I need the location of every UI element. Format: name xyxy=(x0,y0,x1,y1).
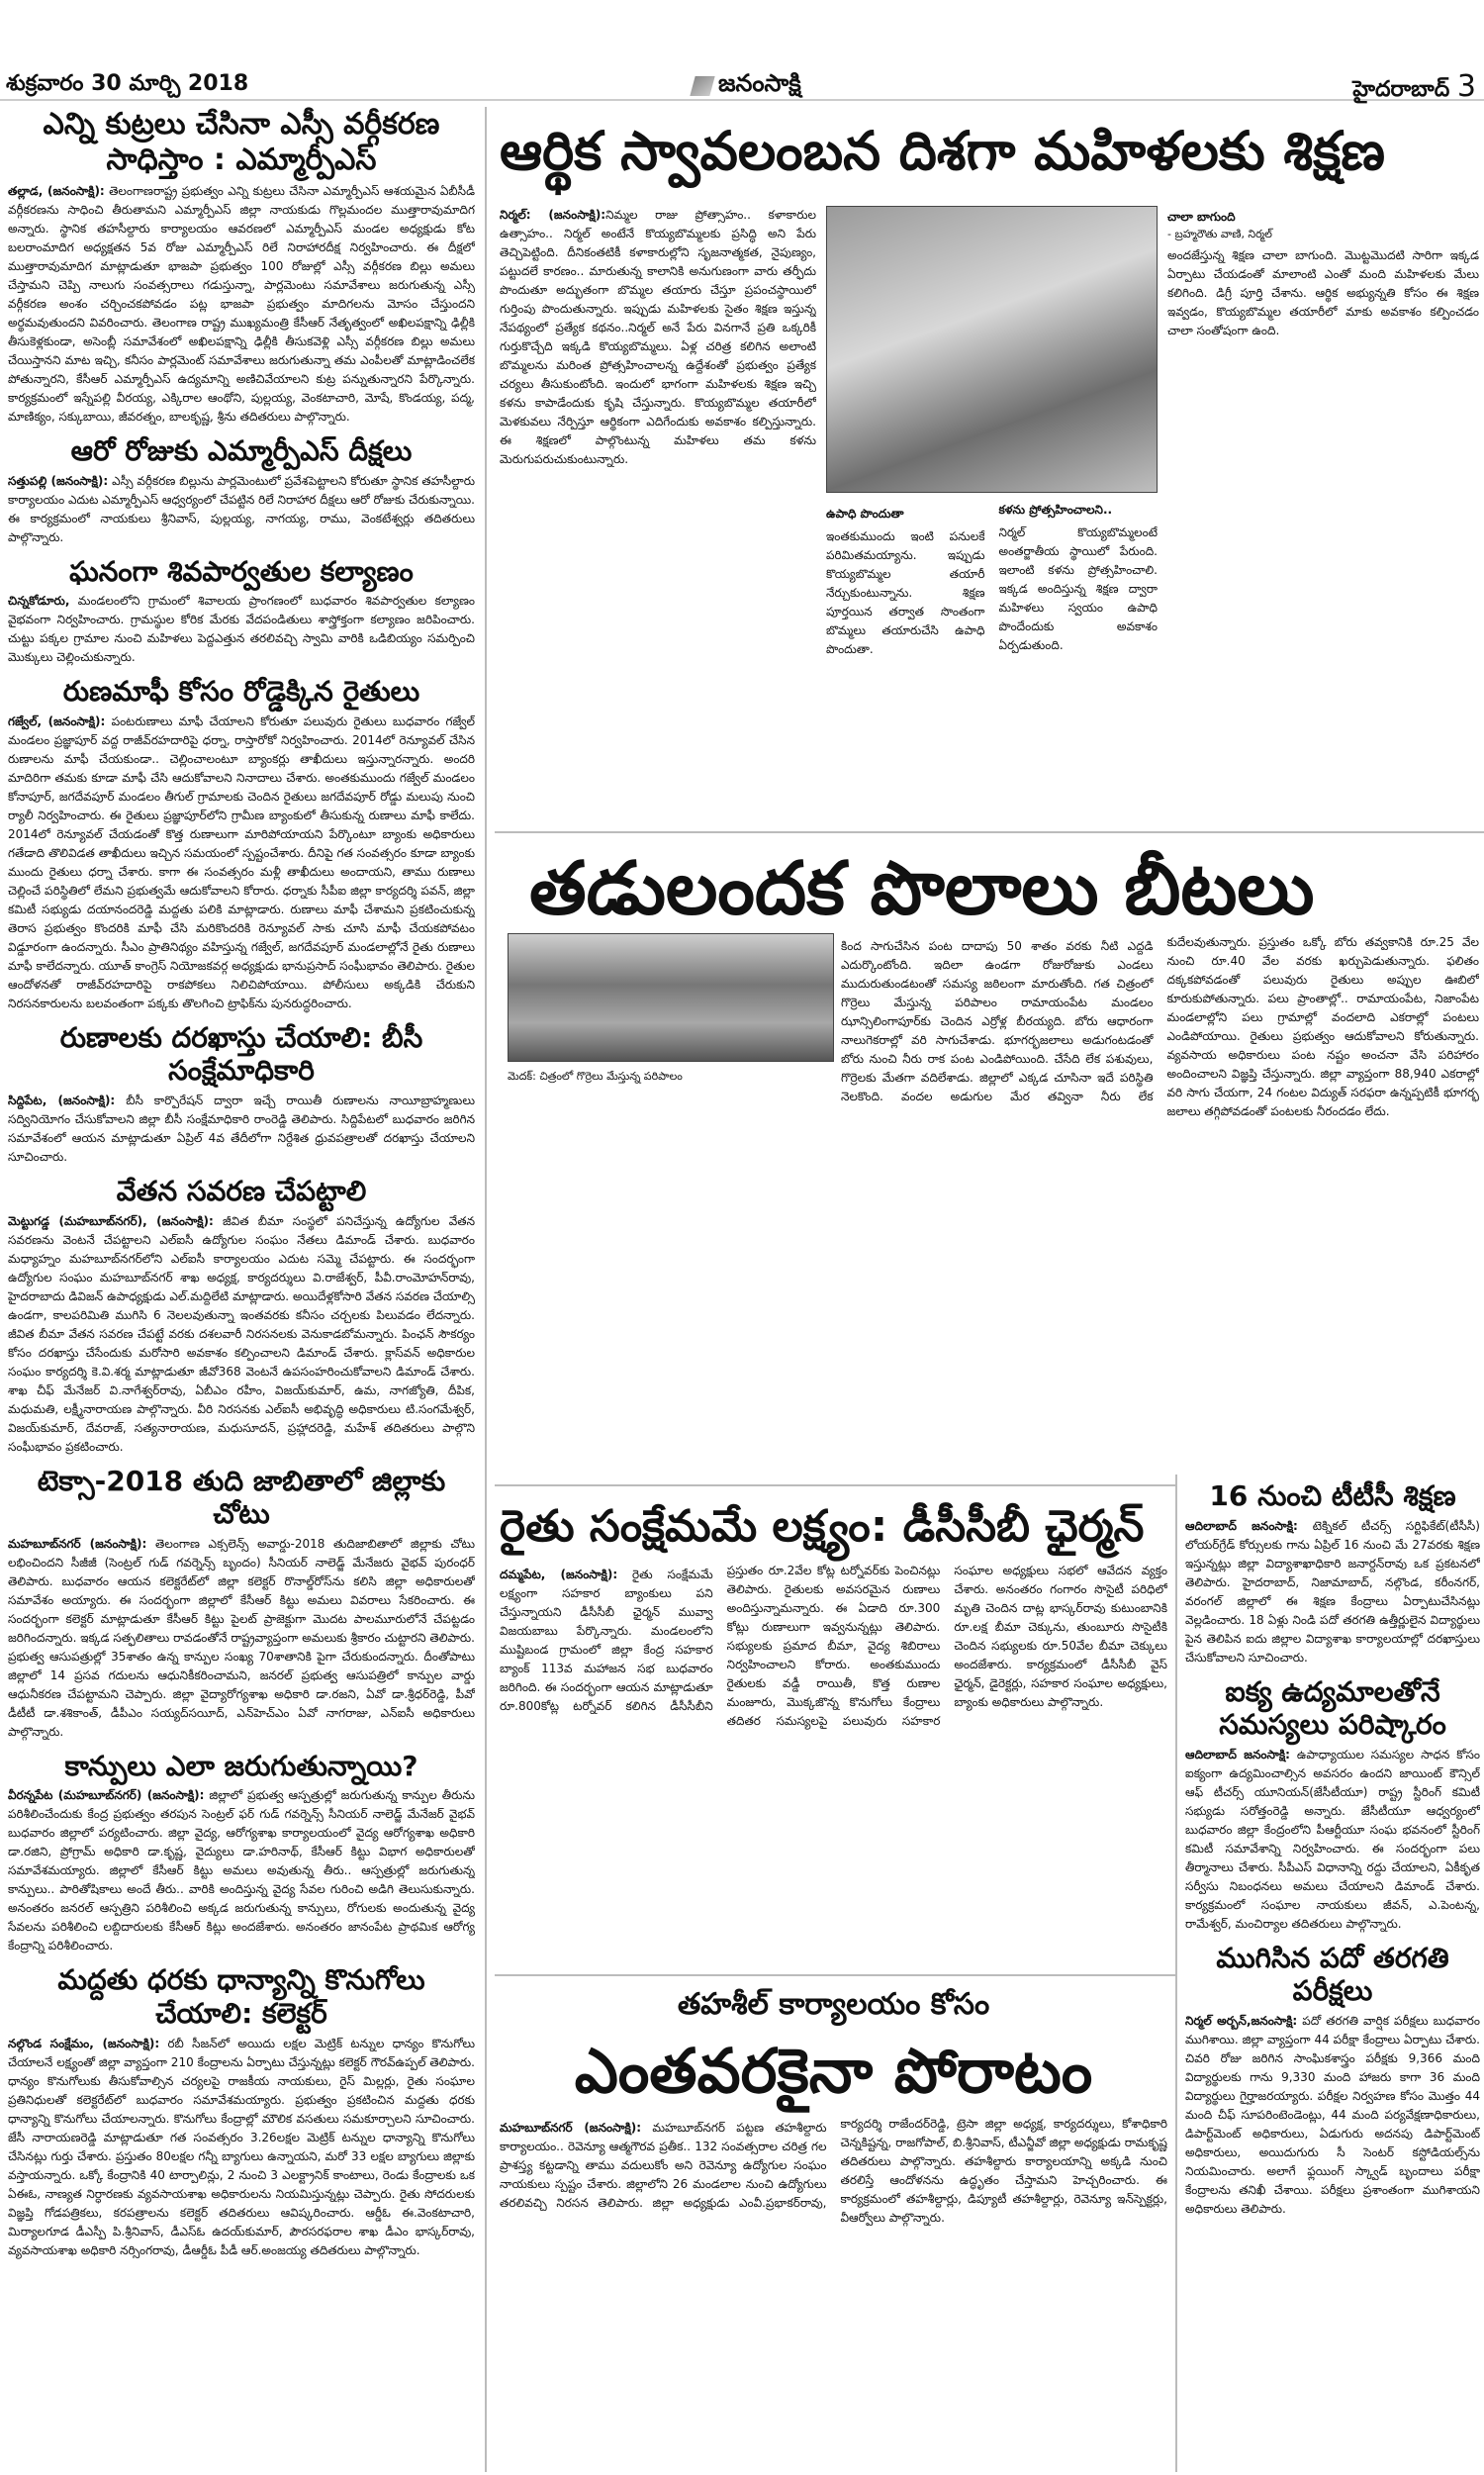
dateline: మెట్టుగడ్డ (మహబూబ్‌నగర్), (జనంసాక్షి): xyxy=(8,1213,214,1228)
article-text: రబీ సీజన్‌లో అయిదు లక్షల మెట్రిక్ టన్నుల ధాన్యం కొనుగోలు చేయాలనే లక్ష్యంతో జిల్లా వ్యాప్తంగా 210 కేంద్రాలను ఏర్పాటు చేస్తున్నట్లు కలెక్టర్ గౌరవ్‌ఉప్పల్ తెలిపారు. ధాన్యం కొనుగోలుకు తీసుకోవాల్సిన చర్యలపై రాజకీయ నాయకులు, రైస్ మిల్లర్లు, రైతు సంఘాల ప్రతినిధులతో కలెక్టరేట్‌లో బుధవారం సమావేశమయ్యారు. ప్రభుత్వం ప్రకటించిన మద్దతు ధరకు ధాన్యాన్ని కొనుగోలు చేయాలన్నారు. కొనుగోలు కేంద్రాల్లో మౌలిక వసతులు సమకూర్చాలని సూచించారు. జేసీ నారాయణరెడ్డి మాట్లాడుతూ గత సంవత్సరం 3.26లక్షల మెట్రిక్ టన్నుల ధాన్యాన్ని కొనుగోలు చేసినట్లు గుర్తు చేశారు. ప్రస్తుతం 80లక్షల గన్నీ బ్యాగులు ఉన్నాయని, మరో 33 లక్షల బ్యాగులు జిల్లాకు వస్తాయన్నారు. ఒక్కో కేంద్రానికి 40 టార్పాలిన్లు, 2 నుంచి 3 ఎలక్ట్రానిక్ కాంటాలు, రెండు కేంద్రాలకు ఒక ఏఈఓ, నాణ్యత నిర్ధారణకు వ్యవసాయశాఖ అధికారులను నియమిస్తున్నట్లు చెప్పారు. రైతు సోదరులకు విజ్ఞప్తి గోడపత్రికలు, కరపత్రాలను కలెక్టర్ తదితరులు ఆవిష్కరించారు. ఆర్డీఓ ఈ.వెంకటాచారి, మిర్యాలగూడ డీఎస్పీ పి.శ్రీనివాస్, డీఎస్ఓ ఉదయ్‌కుమార్, పౌరసరఫరాల శాఖ డీఎం భాస్కర్‌రావు, వ్యవసాయశాఖ అధికారి నర్సింగరావు, డీఆర్డీఓ పీడీ ఆర్.అంజయ్య తదితరులు పాల్గొన్నారు. xyxy=(8,2036,475,2257)
article xyxy=(8,1175,475,1457)
masthead xyxy=(693,69,801,103)
dateline: దమ్మపేట, (జనంసాక్షి): xyxy=(500,1568,618,1581)
dccb-story xyxy=(500,1492,1167,1969)
grazing-field-photo xyxy=(508,933,834,1062)
dccb-text xyxy=(500,1562,1167,1957)
article-text: కింద సాగుచేసిన పంట దాదాపు 50 శాతం వరకు నీటి ఎద్దడి ఎదుర్కొంటోంది. ఇదిలా ఉండగా రోజురోజుకు ఎండలు ముదురుతుండటంతో సమస్య జఠిలంగా మారుతోంది. గత చిత్రంలో గొర్రెలు మేస్తున్న పరిపాలం రామాయంపేట మండలం ఝాన్సిలింగాపూర్‌కు చెందిన ఎర్రోళ్ల బీరయ్యది. బోరు ఆధారంగా నాలుగెకరాల్లో వరి సాగుచేశాడు. భూగర్భజలాలు అడుగంటడంతో బోరు నుంచి నీరు రాక పంట ఎండిపోయింది. చేసేది లేక పశువులు, గొర్రెలకు మేతగా వదిలేశాడు. జిల్లాలో ఎక్కడ చూసినా ఇదే పరిస్థితి నెలకొంది. వందల అడుగుల మేర తవ్వినా నీరు లేక కుదేలవుతున్నారు. ప్రస్తుతం ఒక్కో బోరు తవ్వకానికి రూ.25 వేల నుంచి రూ.40 వేల వరకు ఖర్చుపెడుతున్నారు. ఫలితం దక్కకపోవడంతో పలువురు రైతులు అప్పుల ఊబిలో కూరుకుపోతున్నారు. పలు ప్రాంతాల్లో.. రామాయంపేట, నిజాంపేట మండలాల్లోని పలు గ్రామాల్లో వందలాది ఎకరాల్లో పంటలు ఎండిపోయాయి. రైతులు ప్రభుత్వం ఆదుకోవాలని కోరుతున్నారు. వ్యవసాయ అధికారులు పంట నష్టం అంచనా వేసి పరిహారం అందించాలని విజ్ఞప్తి చేస్తున్నారు. జిల్లా వ్యాప్తంగా 88,940 ఎకరాల్లో వరి సాగు చేయగా, 24 గంటల విద్యుత్ సరఫరా ఉన్నప్పటికీ భూగర్భ జలాలు తగ్గిపోవడంతో పంటలకు నీరందడం లేదు. xyxy=(841,935,1479,1118)
column-divider xyxy=(1175,1475,1177,2472)
top-story-headline: ఆర్థిక స్వావలంబన దిశగా మహిళలకు శిక్షణ xyxy=(500,120,1385,182)
article-headline: వేతన సవరణ చేపట్టాలి xyxy=(116,1174,367,1207)
dateline: గజ్వేల్, (జనంసాక్షి): xyxy=(8,714,106,728)
top-story-col-1 xyxy=(500,202,816,825)
article-body xyxy=(1185,2012,1480,2219)
top-story-col-2 xyxy=(826,503,1158,825)
page-header xyxy=(0,65,1484,104)
left-column xyxy=(8,107,475,2472)
article-text: నిమ్మల రాజు ప్రోత్సాహం.. కళాకారుల ఉత్సాహం.. నిర్మల్ అంటేనే కొయ్యబొమ్మలకు ప్రసిద్ధి అని పేరు తెచ్చిపెట్టింది. దీనికంతటికీ కళాకారుల్లోని సృజనాత్మకత, నైపుణ్యం, పట్టుదలే కారణం.. మారుతున్న కాలానికి అనుగుణంగా వారు తర్ఫీదు పొందుతూ అద్భుతంగా బొమ్మల తయారు చేస్తూ ప్రపంచస్థాయిలో గుర్తింపు పొందుతున్నారు. ఇప్పుడు మహిళలకు సైతం శిక్షణ ఇస్తున్న నేపథ్యంలో ప్రత్యేక కథనం..నిర్మల్ అనే పేరు వినగానే ప్రతి ఒక్కరికీ గుర్తుకొచ్చేది ఇక్కడి కొయ్యబొమ్మలు. ఏళ్ల చరిత్ర కలిగిన అలాంటి బొమ్మలను మరింత ప్రోత్సహించాలన్న ఉద్దేశంతో ప్రభుత్వం ప్రత్యేక చర్యలు తీసుకుంటోంది. ఇందులో భాగంగా మహిళలకు శిక్షణ ఇచ్చి కళను కాపాడేందుకు కృషి చేస్తున్నారు. కొయ్యబొమ్మల తయారీలో మెళకువలు నేర్పిస్తూ ఆర్థికంగా ఎదిగేందుకు అవకాశం కల్పిస్తున్నారు. ఈ శిక్షణలో పాల్గొంటున్న మహిళలు తమ కళను మెరుగుపరుచుకుంటున్నారు. xyxy=(500,208,816,466)
section-divider xyxy=(495,831,1484,833)
dccb-headline: రైతు సంక్షేమమే లక్ష్యం: డీసీసీబీ ఛైర్మన్ xyxy=(500,1501,1145,1552)
dateline: నల్గొండ సంక్షేమం, (జనంసాక్షి): xyxy=(8,2036,160,2050)
article xyxy=(8,434,475,547)
article-text: జిల్లాలో ప్రభుత్వ ఆస్పత్రుల్లో జరుగుతున్న కాన్పుల తీరును పరిశీలించేందుకు కేంద్ర ప్రభుత్వం తరపున సెంట్రల్ ఫర్ గుడ్ గవర్నెన్స్ సీనియర్ నాలెడ్జ్ మేనేజర్ వైభవ్ బుధవారం జిల్లాలో పర్యటించారు. జిల్లా వైద్య, ఆరోగ్యశాఖ కార్యాలయంలో వైద్య ఆరోగ్యశాఖ అధికారి డా.రజిని, ప్రోగ్రామ్ అధికారి డా.కృష్ణ, వైద్యులు డా.హరినాథ్, కేసీఆర్ కిట్టు విభాగ అధికారులతో సమావేశమయ్యారు. జిల్లాలో కేసీఆర్ కిట్టు అమలు అవుతున్న తీరు.. ఆస్పత్రుల్లో జరుగుతున్న కాన్పులు.. పారితోషికాలు అందే తీరు.. వారికి అందిస్తున్న వైద్య సేవల గురించి అడిగి తెలుసుకున్నారు. అనంతరం జనరల్ ఆస్పత్రిని పరిశీలించి అక్కడ జరుగుతున్న కాన్పులు, రోగులకు అందుతున్న వైద్య సేవలను పరిశీలించి లబ్దిదారులకు కేసీఆర్ కిట్లు అందజేశారు. అనంతరం జానంపేట ప్రాథమిక ఆరోగ్య కేంద్రాన్ని పరిశీలించారు. xyxy=(8,1788,475,1953)
article-text: ఉపాధ్యాయుల సమస్యల సాధన కోసం ఐక్యంగా ఉద్యమించాల్సిన అవసరం ఉందని జాయింట్ కౌన్సిల్ ఆఫ్ టీచర్స్ యూనియన్(జేసీటీయూ) రాష్ట్ర స్టీరింగ్ కమిటీ సభ్యుడు సరోత్తంరెడ్డి అన్నారు. జేసీటీయూ ఆధ్వర్యంలో బుధవారం జిల్లా కేంద్రంలోని పీఆర్టీయూ సంఘ భవనంలో స్టీరింగ్ కమిటీ సమావేశాన్ని నిర్వహించారు. ఈ సందర్భంగా పలు తీర్మానాలు చేశారు. సీపీఎస్ విధానాన్ని రద్దు చేయాలని, ఏకీకృత సర్వీసు నిబంధనలు అమలు చేయాలని డిమాండ్ చేశారు. కార్యక్రమంలో సంఘాల నాయకులు జీవన్, ఎ.పెంటన్న, రామేశ్వర్, మంచిర్యాల తదితరులు పాల్గొన్నారు. xyxy=(1185,1747,1480,1931)
article-text: రైతు సంక్షేమమే లక్ష్యంగా సహకార బ్యాంకులు పని చేస్తున్నాయని డీసీసీబీ ఛైర్మన్ మువ్వా విజయబాబు పేర్కొన్నారు. మండలంలోని ముష్టిబండ గ్రామంలో జిల్లా కేంద్ర సహకార బ్యాంక్ 113వ మహాజన సభ బుధవారం జరిగింది. ఈ సందర్భంగా ఆయన మాట్లాడుతూ రూ.800కోట్ల టర్నోవర్ కలిగిన డీసీసీబీని ప్రస్తుతం రూ.2వేల కోట్ల టర్నోవర్‌కు పెంచినట్లు తెలిపారు. రైతులకు అవసరమైన రుణాలు అందిస్తున్నామన్నారు. ఈ ఏడాది రూ.300 కోట్లు రుణాలుగా ఇవ్వనున్నట్లు తెలిపారు. సభ్యులకు ప్రమాద బీమా, వైద్య శిబిరాలు నిర్వహించాలని కోరారు. అంతకుముందు రైతులకు వడ్డీ రాయితీ, కొత్త రుణాల మంజూరు, మొక్కజొన్న కొనుగోలు కేంద్రాలు తదితర సమస్యలపై పలువురు సహకార సంఘాల అధ్యక్షులు సభలో ఆవేదన వ్యక్తం చేశారు. అనంతరం గంగారం సొసైటీ పరిధిలో మృతి చెందిన దాట్ల భాస్కర్‌రావు కుటుంబానికి రూ.లక్ష బీమా చెక్కును, తుంబూరు సొసైటీకి చెందిన సభ్యులకు రూ.50వేల బీమా చెక్కులు అందజేశారు. కార్యక్రమంలో డీసీసీబీ వైస్ ఛైర్మన్, డైరెక్టర్లు, సహకార సంఘాల అధ్యక్షులు, బ్యాంకు అధికారులు పాల్గొన్నారు. xyxy=(500,1564,1167,1728)
article-headline: ఐక్య ఉద్యమాలతోనే సమస్యలు పరిష్కారం xyxy=(1219,1674,1446,1742)
article xyxy=(1185,1675,1480,1934)
article-text: పదో తరగతి వార్షిక పరీక్షలు బుధవారం ముగిశాయి. జిల్లా వ్యాప్తంగా 44 పరీక్షా కేంద్రాలు ఏర్పాటు చేశారు. చివరి రోజు జరిగిన సాంఘికశాస్త్రం పరీక్షకు 9,366 మంది విద్యార్థులకు గాను 9,330 మంది హాజరు కాగా 36 మంది విద్యార్థులు గైర్హాజరయ్యారు. పరీక్షల నిర్వహణ కోసం మొత్తం 44 మంది చీఫ్ సూపరింటెండెంట్లు, 44 మంది పర్యవేక్షణాధికారులు, డిపార్ట్‌మెంట్ అధికారులు, ఏడుగురు అదనపు డిపార్ట్‌మెంట్ అధికారులు, అయిదుగురు సీ సెంటర్ కస్టోడియల్స్‌ను నియమించారు. అలాగే ఫ్లయింగ్ స్క్వాడ్ బృందాలు పరీక్షా కేంద్రాలను తనిఖీ చేశాయి. పరీక్షలు ప్రశాంతంగా ముగిశాయని అధికారులు తెలిపారు. xyxy=(1185,2013,1480,2216)
article-body xyxy=(8,1535,475,1742)
article xyxy=(8,675,475,1013)
quote-title: చాలా బాగుంది xyxy=(1167,210,1236,224)
drought-headline: తడులందక పొలాలు బీటలు xyxy=(529,846,1315,931)
article-body xyxy=(8,1212,475,1457)
article-text: బీసీ కార్పొరేషన్ ద్వారా ఇచ్చే రాయితీ రుణాలను నాయీబ్రాహ్మణులు సద్వినియోగం చేసుకోవాలని జిల్లా బీసీ సంక్షేమాధికారి రాంరెడ్డి తెలిపారు. సిద్దిపేటలో బుధవారం జరిగిన సమావేశంలో ఆయన మాట్లాడుతూ ఏప్రిల్ 4వ తేదీలోగా నిర్దేశిత ధ్రువపత్రాలతో దరఖాస్తు చేయాలని సూచించారు. xyxy=(8,1093,475,1164)
tahsil-headline: ఎంతవరకైనా పోరాటం xyxy=(574,2035,1093,2107)
article-body xyxy=(8,1786,475,1955)
article-headline: రుణమాఫీ కోసం రోడ్డెక్కిన రైతులు xyxy=(62,675,420,709)
article-text: నిర్మల్ కొయ్యబొమ్మలంటే అంతర్జాతీయ స్థాయిలో పేరుంది. ఇలాంటి కళను ప్రోత్సహించాలి. ఇక్కడ అందిస్తున్న శిక్షణ ద్వారా మహిళలు స్వయం ఉపాధి పొందేందుకు అవకాశం ఏర్పడుతుంది. xyxy=(998,525,1158,652)
article-body xyxy=(8,472,475,547)
article-headline: టెక్సా-2018 తుది జాబితాలో జిల్లాకు చోటు xyxy=(37,1464,446,1531)
photo-caption: మెదక్: చిత్రంలో గొర్రెలు మేస్తున్న పరిపాలం xyxy=(508,1070,683,1083)
dateline: తల్లాడ, (జనంసాక్షి): xyxy=(8,184,105,198)
article-text: మండలంలోని గ్రామంలో శివాలయ ప్రాంగణంలో బుధవారం శివపార్వతుల కల్యాణం వైభవంగా నిర్వహించారు. గ్రామస్థుల కోరిక మేరకు వేదపండితులు శాస్త్రోక్తంగా కల్యాణం జరిపించారు. చుట్టు పక్కల గ్రామాల నుంచి మహిళలు పెద్దఎత్తున తరలివచ్చి స్వామి వారికి ఒడిబియ్యం సమర్పించి మొక్కులు చెల్లించుకున్నారు. xyxy=(8,594,475,665)
subheading: ఉపాధి పొందుతా xyxy=(826,507,904,521)
article-headline: ఆరో రోజుకు ఎమ్మార్పీఎస్ దీక్షలు xyxy=(70,434,413,467)
article-body xyxy=(500,2115,1167,2228)
article-text: ఎస్సీ వర్గీకరణ బిల్లును పార్లమెంటులో ప్రవేశపెట్టాలని కోరుతూ స్థానిక తహసీల్దారు కార్యాలయం ఎదుట ఎమ్మార్పీఎస్ ఆధ్వర్యంలో చేపట్టిన రిలే నిరాహార దీక్షలు ఆరో రోజుకు చేరుకున్నాయి. ఈ కార్యక్రమంలో నాయకులు శ్రీనివాస్, పుల్లయ్య, నాగయ్య, రాము, వెంకటేశ్వర్లు తదితరులు పాల్గొన్నారు. xyxy=(8,473,475,544)
article-body xyxy=(8,2035,475,2260)
quote-body: అందజేస్తున్న శిక్షణ చాలా బాగుంది. మొట్టమొదటి సారిగా ఇక్కడ ఏర్పాటు చేయడంతో మాలాంటి ఎంతో మంది మహిళలకు మేలు కలిగింది. డిగ్రీ పూర్తి చేశాను. ఆర్థిక అభ్యున్నతి కోసం ఈ శిక్షణ ఇవ్వడం, కొయ్యబొమ్మల తయారీలో మాకు అవకాశం కల్పించడం చాలా సంతోషంగా ఉంది. xyxy=(1167,248,1479,337)
dateline: నిర్మల్: (జనంసాక్షి): xyxy=(500,208,606,222)
dateline: ఆదిలాబాద్ జనంసాక్షి: xyxy=(1185,1518,1298,1533)
dateline: నిర్మల్ అర్బన్,జనంసాక్షి: xyxy=(1185,2013,1298,2028)
quote-attribution: - బ్రహ్మరౌతు వాణి, నిర్మల్ xyxy=(1167,228,1272,240)
article xyxy=(8,555,475,668)
article-text: జీవిత బీమా సంస్థలో పనిచేస్తున్న ఉద్యోగుల వేతన సవరణను వెంటనే చేపట్టాలని ఎల్ఐసీ ఉద్యోగుల సంఘం నేతలు డిమాండ్ చేశారు. బుధవారం మధ్యాహ్నం మహబూబ్‌నగర్‌లోని ఎల్ఐసీ కార్యాలయం ఎదుట సమ్మె చేపట్టారు. ఈ సందర్భంగా ఉద్యోగుల సంఘం మహబూబ్‌నగర్ శాఖ అధ్యక్ష, కార్యదర్శులు వి.రాజేశ్వర్, పీవీ.రాంమోహన్‌రావు, హైదరాబాదు డివిజన్ ఉపాధ్యక్షుడు ఎల్.మద్దిలేటి మాట్లాడారు. అయిదేళ్లకోసారి వేతన సవరణ చేయాల్సి ఉండగా, కాలపరిమితి ముగిసి 6 నెలలవుతున్నా ఇంతవరకు కనీసం చర్చలకు పిలువడం లేదన్నారు. జీవిత బీమా వేతన సవరణ చేపట్టే వరకు దశలవారీ నిరసనలకు వెనుకాడబోమన్నారు. పింఛన్ సౌకర్యం కోసం దరఖాస్తు చేసేందుకు మరోసారి అవకాశం కల్పించాలని డిమాండ్ చేశారు. క్లాస్‌వన్ అధికారుల సంఘం కార్యదర్శి కె.వి.శర్మ మాట్లాడుతూ జీవో368 వెంటనే ఉపసంహరించుకోవాలని డిమాండ్ చేశారు. శాఖ చీఫ్ మేనేజర్ వి.నాగేశ్వర్‌రావు, ఏబీఎం రహీం, విజయ్‌కుమార్, ఉమ, నాగజ్యోతి, దీపిక, మధుమతి, లక్ష్మీనారాయణ పాల్గొన్నారు. వీరి నిరసనకు ఎల్ఐసీ అభివృద్ధి అధికారులు టి.సంగమేశ్వర్, విజయ్‌కుమార్, దేవరాజ్, సత్యనారాయణ, మధుసూదన్, ప్రహ్లాదరెడ్డి, మహేశ్ తదితరులు పాల్గొని సంఘీభావం ప్రకటించారు. xyxy=(8,1213,475,1454)
dateline: సత్తుపల్లి (జనంసాక్షి): xyxy=(8,473,109,488)
dateline: మహబూబ్‌నగర్ (జనంసాక్షి): xyxy=(8,1536,147,1551)
dateline: ఆదిలాబాద్ జనంసాక్షి: xyxy=(1185,1747,1290,1761)
article-body xyxy=(8,592,475,667)
tahsil-text xyxy=(500,2115,1167,2461)
section-divider xyxy=(495,1974,1177,1976)
article-body xyxy=(500,206,816,469)
article-headline: ముగిసిన పదో తరగతి పరీక్షలు xyxy=(1216,1941,1449,2008)
article-body xyxy=(500,1562,1167,1731)
article xyxy=(8,107,475,427)
edition-city: హైదరాబాద్ xyxy=(1352,77,1450,102)
article-text: ఇంతకుముందు ఇంటి పనులకే పరిమితమయ్యాను. ఇప్పుడు కొయ్యబొమ్మల తయారీ నేర్చుకుంటున్నాను. శిక్షణ పూర్తయిన తర్వాత సొంతంగా బొమ్మలు తయారుచేసి ఉపాధి పొందుతా. xyxy=(826,529,985,656)
article-headline: కాన్పులు ఎలా జరుగుతున్నాయి? xyxy=(64,1749,418,1782)
article-body xyxy=(1185,1746,1480,1934)
article-text: తెలంగాణ ఎక్సలెన్స్ అవార్డు-2018 తుదిజాబితాలో జిల్లాకు చోటు లభించిందని సీజీజీ (సెంట్రల్ గుడ్ గవర్నెన్స్ బృందం) సీనియర్ నాలెడ్జ్ మేనేజరు వైభవ్ పురంధర్ తెలిపారు. బుధవారం ఆయన కలెక్టరేట్‌లో జిల్లా కలెక్టర్ రొనాల్డ్‌రోస్‌ను కలిసి జిల్లా అధికారులతో సమావేశం అయ్యారు. ఈ సందర్భంగా జిల్లాలో కేసీఆర్ కిట్టు అమలు వివరాలు సేకరించారు. ఈ సందర్భంగా కలెక్టర్ మాట్లాడుతూ కేసీఆర్ కిట్టు పైలట్ ప్రాజెక్టుగా మొదట పాలమూరులోనే చేపట్టడం జరిగిందన్నారు. ఇక్కడ సత్ఫలితాలు రావడంతోనే రాష్ట్రవ్యాప్తంగా అమలుకు శ్రీకారం చుట్టారని తెలిపారు. ప్రభుత్వ ఆసుపత్రుల్లో 35శాతం ఉన్న కాన్పుల సంఖ్య 70శాతానికి పైగా చేరుకుందన్నారు. దీంతోపాటు జిల్లాలో 14 ప్రసవ గదులను ఆధునికీకరించామని, జనరల్ ప్రభుత్వ ఆసుపత్రిలో కాన్పుల వార్డు ఆధునీకరణ చేపట్టామని చెప్పారు. జిల్లా వైద్యారోగ్యశాఖ అధికారి డా.రజని, ఏవో డా.శ్రీధర్‌రెడ్డి, పీవో డీటీటీ డా.శశికాంత్, డీపీఎం సయ్యద్‌సయీద్, ఎన్‌హెచ్‌ఎం ఏవో నాగరాజు, ఎన్ఐసీ అధికారులు పాల్గొన్నారు. xyxy=(8,1536,475,1739)
tahsil-kicker: తహశీల్ కార్యాలయం కోసం xyxy=(677,1987,990,2022)
top-story xyxy=(500,107,1479,827)
tahsil-story xyxy=(500,1982,1167,2472)
dateline: వీరన్నపేట (మహబూబ్‌నగర్) (జనంసాక్షి): xyxy=(8,1788,205,1803)
right-column xyxy=(1185,1479,1480,2472)
article-headline: రుణాలకు దరఖాస్తు చేయాలి: బీసీ సంక్షేమాధికారి xyxy=(59,1020,423,1088)
edition xyxy=(1352,69,1476,107)
column-divider xyxy=(485,107,487,2472)
dateline: చిన్నకోడూరు, xyxy=(8,594,70,609)
subheading: కళను ప్రోత్సహించాలని.. xyxy=(998,503,1113,517)
article-text: తెలంగాణరాష్ట్ర ప్రభుత్వం ఎన్ని కుట్రలు చేసినా ఎమ్మార్పీఎస్ ఆశయమైన ఏబీసీడీ వర్గీకరణను సాధించి తీరుతామని ఎమ్మార్పీఎస్ జిల్లా నాయకుడు గొల్లమందల ముత్తారావుమాదిగ అన్నారు. స్థానిక తహసీల్దారు కార్యాలయం ఆవరణలో ఎమ్మార్పీఎస్ మండల అధ్యక్షుడు కోట బలరాంమాదిగ అధ్యక్షతన 5వ రోజు ఎమ్మార్పీఎస్ రిలే నిరాహారదీక్ష నిర్వహించారు. ఈ దీక్షలో ముత్తారావుమాదిగ మాట్లాడుతూ భాజపా ప్రభుత్వం 100 రోజుల్లో ఎస్సీ వర్గీకరణ బిల్లు అమలు చేస్తామని చెప్పి నాలుగు సంవత్సరాలు గడుస్తున్నా, పార్లమెంటు సమావేశాలు జరుగుతున్న ఎస్సీ వర్గీకరణ అంశం చర్చించకపోవడం పట్ల భాజపా ప్రభుత్వం మాదిగలను మోసం చేస్తుందని అర్థమవుతుందని వివరించారు. తెలంగాణ రాష్ట్ర ముఖ్యమంత్రి కేసీఆర్ నేతృత్వంలో అఖిలపక్షాన్ని ఢిల్లీకి తీసుకెళ్లకుండా, అసెంబ్లీ సమావేశంలో అఖిలపక్షాన్ని ఢిల్లీకి తీసుకవెళ్లి ఎస్సీ వర్గీకరణ బిల్లు అమలు చేయిస్తానని మాట ఇచ్చి, కనీసం పార్లమెంట్ సమావేశాలు జరుగుతున్నా తమ ఎంపీలతో మాట్లాడించలేక పోతున్నారని, కేసీఆర్ ఎమ్మార్పీఎస్ ఉద్యమాన్ని అణిచివేయాలని కుట్ర పన్నుతున్నారని పేర్కొన్నారు. కార్యక్రమంలో ఇస్నేపల్లి వీరయ్య, ఎక్కిరాల ఆంథోని, పుల్లయ్య, వెంకటాచారి, మోషే, కొండయ్య, పద్మ, మాణిక్యం, సక్కుబాయి, జీవరత్నం, బాలకృష్ణ, శ్రీను తదితరులు పాల్గొన్నారు. xyxy=(8,184,475,424)
page-number: 3 xyxy=(1456,69,1476,104)
article-text: పంటరుణాలు మాఫీ చేయాలని కోరుతూ పలువురు రైతులు బుధవారం గజ్వేల్ మండలం ప్రజ్ఞాపూర్ వద్ద రాజీవ్‌రహదారిపై ధర్నా, రాస్తారోకో నిర్వహించారు. 2014లో రెన్యూవల్ చేసిన రుణాలను మాఫీ చేయకుండా.. చెల్లించాలంటూ బ్యాంకర్లు తాఖీదులు ఇస్తున్నారన్నారు. అందరి మాదిరిగా తమకు కూడా మాఫీ చేసి ఆదుకోవాలని నినాదాలు చేశారు. అంతకుముందు గజ్వేల్ మండలం కోనాపూర్, జగదేవపూర్ మండలం తీగుల్ గ్రామాలకు చెందిన రైతులు జగదేవపూర్ రోడ్డు మలుపు నుంచి ర్యాలీ నిర్వహించారు. ఈ రైతులు ప్రజ్ఞాపూర్‌లోని గ్రామీణ బ్యాంకులో తీసుకున్న రుణాలు మాఫీ కాలేదు. 2014లో రెన్యూవల్ చేయడంతో కొత్త రుణాలుగా మారిపోయాయని పేర్కొంటూ బ్యాంకు అధికారులు గతేడాది తొలివిడత తాఖీదులు ఇచ్చిన సమయంలో స్పష్టంచేశారు. దీనిపై గత సంవత్సరం కూడా బ్యాంకు ముందు రైతులు ధర్నా చేశారు. కాగా ఈ సంవత్సరం మళ్లీ తాఖీదులు అందాయని, తాము రుణాలు చెల్లించే పరిస్థితిలో లేమని ప్రభుత్వమే ఆదుకోవాలని కోరారు. ధర్నాకు సీపీఐ జిల్లా కార్యదర్శి పవన్, జిల్లా కమిటీ సభ్యుడు దయానందరెడ్డి మద్దతు పలికి మాట్లాడారు. రుణాలు మాఫీ చేశామని ప్రకటించుకున్న తెరాస ప్రభుత్వం కొందరికి మాఫీ చేసి మరికొందరికి రెన్యూవల్ సాకు చూసి మాఫీ చేయకపోవటం విడ్డూరంగా ఉందన్నారు. సీఎం ప్రాతినిథ్యం వహిస్తున్న గజ్వేల్, జగదేవపూర్ మండలాల్లోనే రైతు రుణాలు మాఫీ కాలేదన్నారు. యూత్ కాంగ్రెస్ నియోజకవర్గ అధ్యక్షుడు భానుప్రసాద్ సంఘీభావం తెలిపారు. రైతుల ఆందోళనతో రాజీవ్‌రహదారిపై రాకపోకలు నిలిచిపోయాయి. పోలీసులు అక్కడికి చేరుకుని నిరసనకారులను బలవంతంగా పక్కకు తొలగించి ట్రాఫిక్‌ను పునరుద్ధరించారు. xyxy=(8,714,475,1010)
article xyxy=(1185,1479,1480,1667)
article-body xyxy=(8,1092,475,1167)
article-text: మహబూబ్‌నగర్ పట్టణ తహశీల్దారు కార్యాలయం.. రెవెన్యూ ఆత్మగౌరవ ప్రతీక.. 132 సంవత్సరాల చరిత్ర గల ప్రాశస్త్య కట్టడాన్ని తాము వదులుకోం అని రెవెన్యూ ఉద్యోగుల సంఘం నాయకులు స్పష్టం చేశారు. జిల్లాలోని 26 మండలాల నుంచి ఉద్యోగులు తరలివచ్చి నిరసన తెలిపారు. జిల్లా అధ్యక్షుడు ఎంవీ.ప్రభాకర్‌రావు, కార్యదర్శి రాజేందర్‌రెడ్డి, ట్రెసా జిల్లా అధ్యక్ష, కార్యదర్శులు, కోశాధికారి చెన్నకిష్టన్న, రాజగోపాల్, బి.శ్రీనివాస్, టీఎన్జీవో జిల్లా అధ్యక్షుడు రామకృష్ణ తదితరులు పాల్గొన్నారు. తహశీల్దారు కార్యాలయాన్ని అక్కడి నుంచి తరలిస్తే ఆందోళనను ఉద్ధృతం చేస్తామని హెచ్చరించారు. ఈ కార్యక్రమంలో తహశీల్దార్లు, డిప్యూటీ తహశీల్దార్లు, రెవెన్యూ ఇన్‌స్పెక్టర్లు, వీఆర్వోలు పాల్గొన్నారు. xyxy=(500,2117,1167,2225)
dateline: సిద్దిపేట, (జనంసాక్షి): xyxy=(8,1093,116,1107)
masthead-logo-icon xyxy=(690,76,714,96)
article-text: టెక్నికల్ టీచర్స్ సర్టిఫికేట్(టీసీసీ) లోయర్‌గ్రేడ్ కోర్సులకు గాను ఏప్రిల్ 16 నుంచి మే 27వరకు శిక్షణ ఇస్తున్నట్లు జిల్లా విద్యాశాఖాధికారి జనార్దన్‌రావు ఒక ప్రకటనలో తెలిపారు. హైదరాబాద్, నిజామాబాద్, నల్గొండ, కరీంనగర్, వరంగల్ జిల్లాలో ఈ శిక్షణ కేంద్రాలు ఏర్పాటుచేసినట్లు వెల్లడించారు. 18 ఏళ్లు నిండి పదో తరగతి ఉత్తీర్ణులైన విద్యార్థులు పైన తెలిపిన ఐదు జిల్లాల విద్యాశాఖ కార్యాలయాల్లో దరఖాస్తులు చేసుకోవాలని సూచించారు. xyxy=(1185,1518,1480,1665)
article xyxy=(1185,1942,1480,2219)
dateline: మహబూబ్‌నగర్ (జనంసాక్షి): xyxy=(500,2121,642,2135)
article-body xyxy=(1185,1517,1480,1667)
top-story-col-3 xyxy=(1167,206,1479,825)
article xyxy=(8,1963,475,2259)
issue-date: శుక్రవారం 30 మార్చి 2018 xyxy=(6,71,249,96)
drought-text xyxy=(841,933,1479,1475)
masthead-name: జనంసాక్షి xyxy=(718,69,801,97)
article-headline: మద్దతు ధరకు ధాన్యాన్ని కొనుగోలు చేయాలి: కలెక్టర్ xyxy=(57,1963,425,2030)
article-headline: ఎన్ని కుట్రలు చేసినా ఎస్సీ వర్గీకరణ సాధిస్తాం : ఎమ్మార్పీఎస్ xyxy=(43,107,440,177)
article xyxy=(8,1021,475,1167)
article xyxy=(8,1465,475,1742)
section-divider xyxy=(495,1484,1177,1486)
article-headline: 16 నుంచి టీటీసీ శిక్షణ xyxy=(1209,1479,1456,1512)
article-body xyxy=(8,713,475,1013)
article xyxy=(8,1750,475,1956)
women-training-photo xyxy=(826,206,1158,493)
article-headline: ఘనంగా శివపార్వతుల కల్యాణం xyxy=(69,554,414,588)
article-body xyxy=(8,182,475,427)
drought-story xyxy=(500,839,1479,1477)
